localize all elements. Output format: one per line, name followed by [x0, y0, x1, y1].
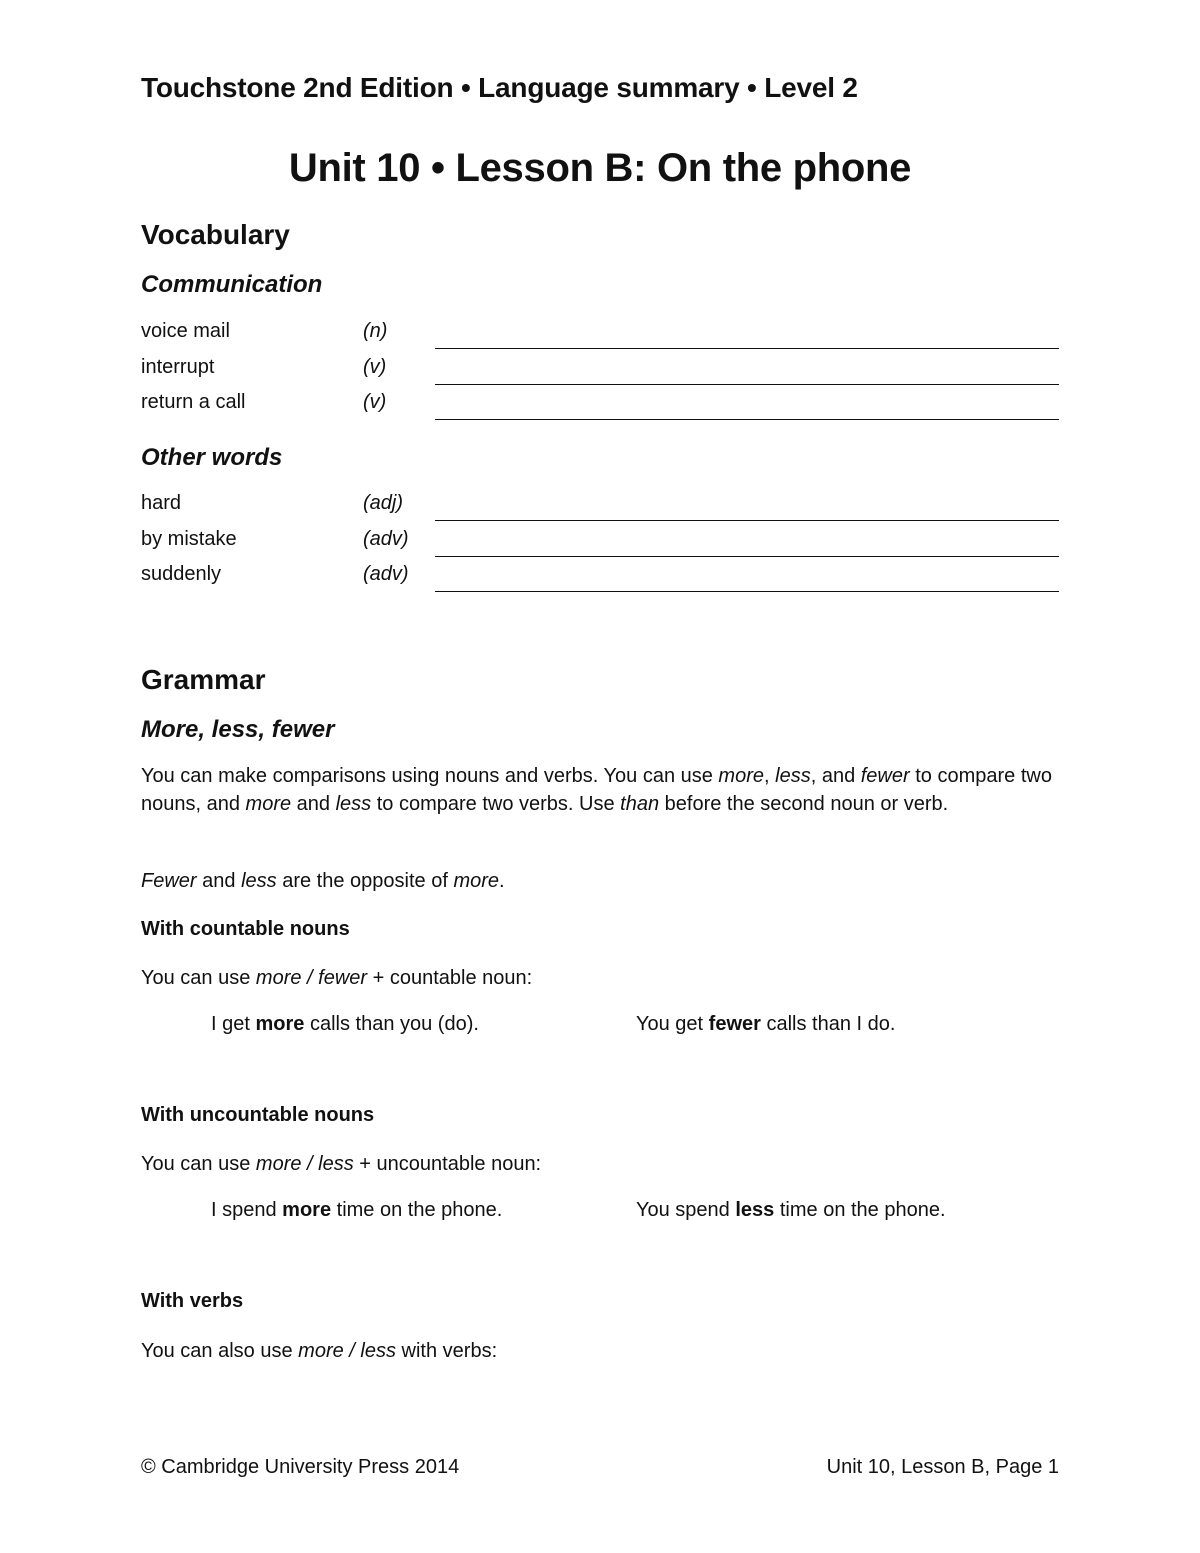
- answer-line[interactable]: [435, 419, 1059, 420]
- grammar-heading: Grammar: [141, 664, 266, 695]
- vocab-word: interrupt: [141, 356, 215, 378]
- uncountable-example-more: I spend more time on the phone.: [211, 1199, 503, 1221]
- answer-line[interactable]: [435, 591, 1059, 592]
- vocab-row: [141, 389, 1059, 425]
- vocab-part-of-speech: (adv): [363, 563, 409, 585]
- uncountable-example-less: You spend less time on the phone.: [636, 1199, 946, 1221]
- vocab-part-of-speech: (v): [363, 356, 387, 378]
- vocab-part-of-speech: (v): [363, 391, 387, 413]
- countable-example-fewer: You get fewer calls than I do.: [636, 1013, 896, 1035]
- vocab-row: [141, 490, 1059, 526]
- vocab-row: [141, 526, 1059, 562]
- answer-line[interactable]: [435, 556, 1059, 557]
- document-header: Touchstone 2nd Edition • Language summary • Level 2: [141, 72, 858, 103]
- answer-line[interactable]: [435, 384, 1059, 385]
- vocab-part-of-speech: (adj): [363, 492, 404, 514]
- grammar-subheading: More, less, fewer: [141, 716, 335, 743]
- vocab-word: voice mail: [141, 320, 230, 342]
- grammar-intro-paragraph: You can make comparisons using nouns and verbs. You can use more, less, and fewer to compare two nouns, and more and less to compare two verbs. Use than before the second noun or verb.: [141, 765, 1052, 815]
- countable-rule: You can use more / fewer + countable noun:: [141, 967, 533, 989]
- answer-line[interactable]: [435, 348, 1059, 349]
- vocab-word: suddenly: [141, 563, 222, 585]
- copyright-notice: © Cambridge University Press 2014: [141, 1456, 460, 1478]
- communication-heading: Communication: [141, 271, 323, 298]
- vocabulary-heading: Vocabulary: [141, 219, 290, 250]
- vocab-part-of-speech: (n): [363, 320, 388, 342]
- vocab-word: hard: [141, 492, 182, 514]
- vocab-word: return a call: [141, 391, 246, 413]
- verbs-heading: With verbs: [141, 1290, 244, 1312]
- answer-line[interactable]: [435, 520, 1059, 521]
- vocab-word: by mistake: [141, 528, 237, 550]
- vocab-row: [141, 561, 1059, 597]
- verbs-rule: You can also use more / less with verbs:: [141, 1340, 498, 1362]
- vocab-row: [141, 318, 1059, 354]
- vocab-row: [141, 354, 1059, 390]
- page-number: Unit 10, Lesson B, Page 1: [826, 1456, 1059, 1478]
- countable-example-more: I get more calls than you (do).: [211, 1013, 479, 1035]
- page-title: Unit 10 • Lesson B: On the phone: [288, 146, 912, 190]
- uncountable-rule: You can use more / less + uncountable noun:: [141, 1153, 542, 1175]
- other-words-heading: Other words: [141, 444, 283, 471]
- uncountable-heading: With uncountable nouns: [141, 1104, 375, 1126]
- grammar-opposite-paragraph: Fewer and less are the opposite of more.: [141, 870, 505, 892]
- countable-heading: With countable nouns: [141, 918, 350, 940]
- vocab-part-of-speech: (adv): [363, 528, 409, 550]
